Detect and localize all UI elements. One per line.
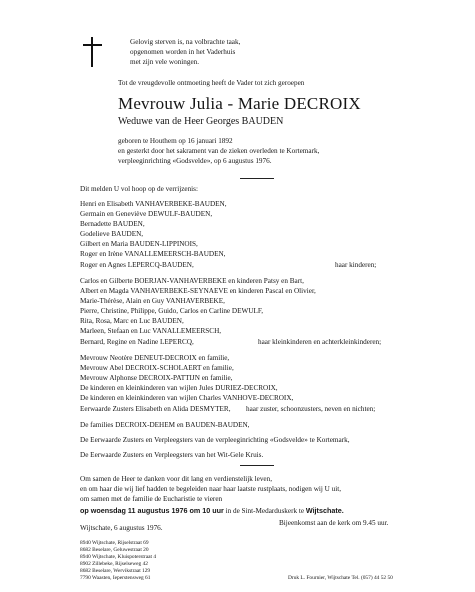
- relative-line: Eerwaarde Zusters Elisabeth en Alida DESMYTER,: [80, 405, 231, 413]
- relative-line: Rita, Rosa, Marc en Luc BAUDEN,: [80, 317, 184, 325]
- relative-line: Marie-Thérèse, Alain en Guy VANHAVERBEKE,: [80, 297, 225, 305]
- divider: [240, 178, 274, 179]
- intro-text: Tot de vreugdevolle ontmoeting heeft de Vader tot zich geroepen: [118, 79, 305, 87]
- relative-line: Henri en Elisabeth VANHAVERBEKE-BAUDEN,: [80, 200, 227, 208]
- relation-role: haar kinderen;: [335, 261, 377, 269]
- detail-line: verpleeginrichting «Godsvelde», op 6 augustus 1976.: [118, 157, 272, 165]
- deceased-name: [118, 94, 361, 114]
- detail-line: en gesterkt door het sakrament van de zieken overleden te Kortemark,: [118, 147, 320, 155]
- relative-line: Bernadette BAUDEN,: [80, 220, 145, 228]
- address-line: 8682 Beselare, Wervikstraat 129: [80, 568, 151, 574]
- deceased-given-name: Mevrouw Julia - Marie: [118, 94, 280, 113]
- closing-line: om samen met de familie de Eucharistie te vieren: [80, 495, 223, 503]
- address-line: 8902 Zillebeke, Rijselseweg 42: [80, 561, 148, 567]
- families-line: De families DECROIX-DEHEM en BAUDEN-BAUDEN,: [80, 421, 250, 429]
- sisters-godsvelde-line: De Eerwaarde Zusters en Verpleegsters van de verpleeginrichting «Godsvelde» te Kortemark,: [80, 436, 350, 444]
- divider: [240, 465, 274, 466]
- relative-line: Roger en Agnes LEPERCQ-BAUDEN,: [80, 261, 194, 269]
- service-date-time: op woensdag 11 augustus 1976 om 10 uur: [80, 506, 224, 515]
- widow-line: Weduwe van de Heer Georges BAUDEN: [118, 116, 284, 127]
- service-town: Wijtschate.: [305, 506, 344, 515]
- verse-line: Gelovig sterven is, na volbrachte taak,: [130, 38, 241, 46]
- address-line: 7790 Waasten, Ieperstensweg 61: [80, 575, 151, 581]
- closing-line: Om samen de Heer te danken voor dit lang en verdienstelijk leven,: [80, 475, 273, 483]
- place-date: Wijtschate, 6 augustus 1976.: [80, 524, 163, 532]
- deceased-family-name: DECROIX: [283, 94, 361, 113]
- sisters-witgele-line: De Eerwaarde Zusters en Verpleegsters van het Wit-Gele Kruis.: [80, 451, 264, 459]
- detail-line: geboren te Houthem op 16 januari 1892: [118, 137, 233, 145]
- relative-line: Marleen, Stefaan en Luc VANALLEMEERSCH,: [80, 327, 222, 335]
- relative-line: Godelieve BAUDEN,: [80, 230, 144, 238]
- relative-line: Germain en Geneviève DEWULF-BAUDEN,: [80, 210, 213, 218]
- printer-credit: Druk L. Fournier, Wijtschate Tel. (057) 44 52 50: [288, 575, 393, 581]
- relation-role: haar zuster, schoonzusters, neven en nichten;: [246, 405, 376, 413]
- verse-line: met zijn vele woningen.: [130, 58, 200, 66]
- relative-line: De kinderen en kleinkinderen van wijlen Charles VANHOVE-DECROIX,: [80, 394, 294, 402]
- relative-line: Gilbert en Maria BAUDEN-LIPPINOIS,: [80, 240, 198, 248]
- cross-icon: [82, 37, 104, 67]
- relative-line: Bernard, Regine en Nadine LEPERCQ,: [80, 338, 194, 346]
- announcement: Dit melden U vol hoop op de verrijzenis:: [80, 185, 198, 193]
- service-church: in de Sint-Medarduskerk te: [225, 507, 305, 515]
- relative-line: Mevrouw Abel DECROIX-SCHOLAERT en familie,: [80, 364, 234, 372]
- address-line: 8940 Wijtschate, Rijselstraat 69: [80, 540, 149, 546]
- address-line: 8940 Wijtschate, Kluispoterstraat 4: [80, 554, 157, 560]
- relative-line: Carlos en Gilberte BOERJAN-VANHAVERBEKE en kinderen Patsy en Bart,: [80, 277, 304, 285]
- relative-line: Roger en Irène VANALLEMEERSCH-BAUDEN,: [80, 250, 226, 258]
- verse-line: opgenomen worden in het Vaderhuis: [130, 48, 236, 56]
- relative-line: Mevrouw Alphonse DECROIX-PATTIJN en familie,: [80, 374, 233, 382]
- relation-role: haar kleinkinderen en achterkleinkinderen;: [258, 338, 382, 346]
- relative-line: Albert en Magda VANHAVERBEKE-SEYNAEVE en kinderen Pascal en Olivier,: [80, 287, 316, 295]
- address-line: 8682 Beselare, Geluwestraat 20: [80, 547, 149, 553]
- relative-line: Pierre, Christine, Philippe, Guido, Carlos en Carline DEWULF,: [80, 307, 264, 315]
- closing-line: en om haar die wij lief hadden te begeleiden naar haar laatste rustplaats, nodigen wij U uit,: [80, 485, 342, 493]
- relative-line: Mevrouw Neotère DENEUT-DECROIX en familie,: [80, 354, 230, 362]
- relative-line: De kinderen en kleinkinderen van wijlen Jules DURIEZ-DECROIX,: [80, 384, 278, 392]
- service-line: [80, 506, 344, 516]
- gathering-note: Bijeenkomst aan de kerk om 9.45 uur.: [279, 519, 389, 527]
